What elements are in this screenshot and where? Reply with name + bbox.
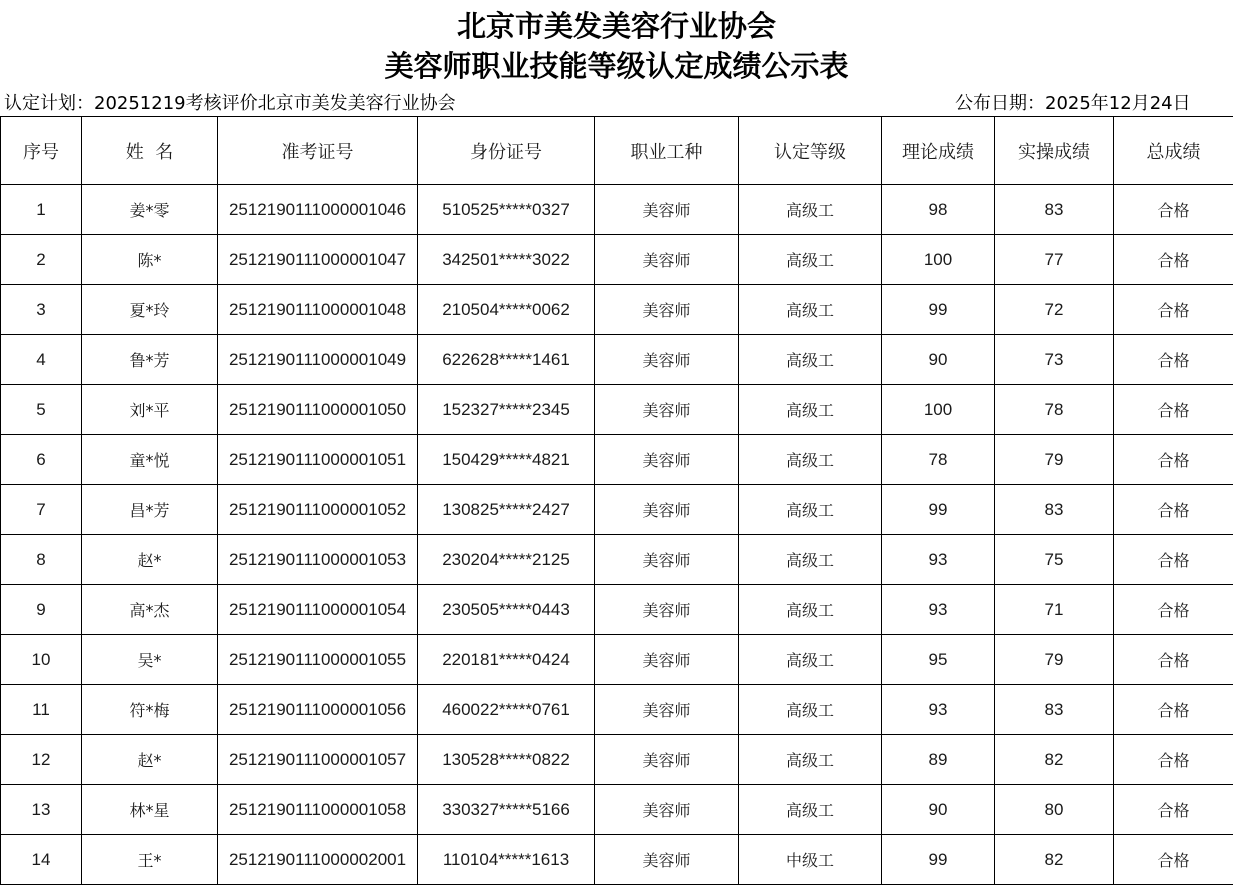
id-number-cell: 460022*****0761 <box>418 685 595 735</box>
practical-score-cell: 71 <box>995 585 1114 635</box>
index-cell: 12 <box>1 735 82 785</box>
theory-score-cell: 93 <box>882 685 995 735</box>
page-subtitle: 美容师职业技能等级认定成绩公示表 <box>384 49 849 83</box>
index-cell: 6 <box>1 435 82 485</box>
id-number-cell: 152327*****2345 <box>418 385 595 435</box>
result-cell: 合格 <box>1114 835 1233 885</box>
header-col-practical-score: 实操成绩 <box>995 117 1114 185</box>
id-number-cell: 130825*****2427 <box>418 485 595 535</box>
id-number-cell: 130528*****0822 <box>418 735 595 785</box>
table-row <box>1 685 1233 735</box>
table-body <box>1 185 1233 885</box>
practical-score-cell: 79 <box>995 635 1114 685</box>
header-col-exam-id: 准考证号 <box>218 117 418 185</box>
occupation-cell: 美容师 <box>595 185 739 235</box>
practical-score-cell: 72 <box>995 285 1114 335</box>
theory-score-cell: 78 <box>882 435 995 485</box>
index-cell: 13 <box>1 785 82 835</box>
practical-score-cell: 77 <box>995 235 1114 285</box>
id-number-cell: 622628*****1461 <box>418 335 595 385</box>
id-number-cell: 510525*****0327 <box>418 185 595 235</box>
index-cell: 7 <box>1 485 82 535</box>
exam-id-cell: 2512190111000001051 <box>218 435 418 485</box>
exam-id-cell: 2512190111000001057 <box>218 735 418 785</box>
table-row <box>1 185 1233 235</box>
occupation-cell: 美容师 <box>595 835 739 885</box>
exam-id-cell: 2512190111000001056 <box>218 685 418 735</box>
occupation-cell: 美容师 <box>595 285 739 335</box>
theory-score-cell: 93 <box>882 585 995 635</box>
result-cell: 合格 <box>1114 685 1233 735</box>
level-cell: 高级工 <box>739 285 882 335</box>
exam-id-cell: 2512190111000001052 <box>218 485 418 535</box>
practical-score-cell: 83 <box>995 685 1114 735</box>
index-cell: 8 <box>1 535 82 585</box>
header-col-theory-score: 理论成绩 <box>882 117 995 185</box>
page-title: 北京市美发美容行业协会 <box>456 9 776 43</box>
name-cell: 吴* <box>82 635 218 685</box>
result-cell: 合格 <box>1114 735 1233 785</box>
id-number-cell: 230204*****2125 <box>418 535 595 585</box>
header-col-name: 姓 名 <box>82 117 218 185</box>
theory-score-cell: 99 <box>882 835 995 885</box>
table-row <box>1 835 1233 885</box>
header-col-id-number: 身份证号 <box>418 117 595 185</box>
level-cell: 高级工 <box>739 485 882 535</box>
index-cell: 5 <box>1 385 82 435</box>
name-cell: 昌*芳 <box>82 485 218 535</box>
table-row <box>1 635 1233 685</box>
name-cell: 赵* <box>82 735 218 785</box>
theory-score-cell: 99 <box>882 485 995 535</box>
theory-score-cell: 99 <box>882 285 995 335</box>
publish-date: 公布日期：2025年12月24日 <box>955 93 1191 114</box>
level-cell: 高级工 <box>739 235 882 285</box>
result-cell: 合格 <box>1114 235 1233 285</box>
certification-plan: 认定计划：20251219考核评价北京市美发美容行业协会 <box>4 93 456 114</box>
level-cell: 高级工 <box>739 585 882 635</box>
theory-score-cell: 89 <box>882 735 995 785</box>
exam-id-cell: 2512190111000001046 <box>218 185 418 235</box>
result-cell: 合格 <box>1114 285 1233 335</box>
practical-score-cell: 75 <box>995 535 1114 585</box>
id-number-cell: 230505*****0443 <box>418 585 595 635</box>
practical-score-cell: 82 <box>995 835 1114 885</box>
exam-id-cell: 2512190111000002001 <box>218 835 418 885</box>
occupation-cell: 美容师 <box>595 735 739 785</box>
practical-score-cell: 73 <box>995 335 1114 385</box>
exam-id-cell: 2512190111000001054 <box>218 585 418 635</box>
id-number-cell: 330327*****5166 <box>418 785 595 835</box>
theory-score-cell: 93 <box>882 535 995 585</box>
exam-id-cell: 2512190111000001055 <box>218 635 418 685</box>
occupation-cell: 美容师 <box>595 635 739 685</box>
occupation-cell: 美容师 <box>595 785 739 835</box>
table-header-row <box>1 117 1233 185</box>
result-cell: 合格 <box>1114 785 1233 835</box>
header-col-level: 认定等级 <box>739 117 882 185</box>
level-cell: 高级工 <box>739 385 882 435</box>
table-row <box>1 335 1233 385</box>
index-cell: 3 <box>1 285 82 335</box>
result-cell: 合格 <box>1114 185 1233 235</box>
header-col-index: 序号 <box>1 117 82 185</box>
level-cell: 高级工 <box>739 535 882 585</box>
id-number-cell: 150429*****4821 <box>418 435 595 485</box>
theory-score-cell: 90 <box>882 785 995 835</box>
table-row <box>1 385 1233 435</box>
occupation-cell: 美容师 <box>595 335 739 385</box>
occupation-cell: 美容师 <box>595 485 739 535</box>
name-cell: 符*梅 <box>82 685 218 735</box>
exam-id-cell: 2512190111000001053 <box>218 535 418 585</box>
id-number-cell: 210504*****0062 <box>418 285 595 335</box>
practical-score-cell: 80 <box>995 785 1114 835</box>
occupation-cell: 美容师 <box>595 585 739 635</box>
level-cell: 高级工 <box>739 335 882 385</box>
level-cell: 高级工 <box>739 735 882 785</box>
name-cell: 姜*零 <box>82 185 218 235</box>
table-row <box>1 235 1233 285</box>
result-cell: 合格 <box>1114 385 1233 435</box>
level-cell: 高级工 <box>739 435 882 485</box>
index-cell: 10 <box>1 635 82 685</box>
name-cell: 夏*玲 <box>82 285 218 335</box>
exam-id-cell: 2512190111000001050 <box>218 385 418 435</box>
occupation-cell: 美容师 <box>595 235 739 285</box>
name-cell: 王* <box>82 835 218 885</box>
theory-score-cell: 100 <box>882 235 995 285</box>
index-cell: 4 <box>1 335 82 385</box>
theory-score-cell: 98 <box>882 185 995 235</box>
name-cell: 林*星 <box>82 785 218 835</box>
result-cell: 合格 <box>1114 435 1233 485</box>
id-number-cell: 220181*****0424 <box>418 635 595 685</box>
name-cell: 刘*平 <box>82 385 218 435</box>
name-cell: 赵* <box>82 535 218 585</box>
exam-id-cell: 2512190111000001049 <box>218 335 418 385</box>
exam-id-cell: 2512190111000001047 <box>218 235 418 285</box>
exam-id-cell: 2512190111000001058 <box>218 785 418 835</box>
occupation-cell: 美容师 <box>595 435 739 485</box>
practical-score-cell: 82 <box>995 735 1114 785</box>
level-cell: 中级工 <box>739 835 882 885</box>
header-col-total-result: 总成绩 <box>1114 117 1233 185</box>
name-cell: 鲁*芳 <box>82 335 218 385</box>
header-col-occupation: 职业工种 <box>595 117 739 185</box>
practical-score-cell: 83 <box>995 185 1114 235</box>
result-cell: 合格 <box>1114 535 1233 585</box>
name-cell: 童*悦 <box>82 435 218 485</box>
table-row <box>1 735 1233 785</box>
table-row <box>1 535 1233 585</box>
id-number-cell: 342501*****3022 <box>418 235 595 285</box>
occupation-cell: 美容师 <box>595 385 739 435</box>
level-cell: 高级工 <box>739 185 882 235</box>
practical-score-cell: 78 <box>995 385 1114 435</box>
level-cell: 高级工 <box>739 635 882 685</box>
table-row <box>1 485 1233 535</box>
table-row <box>1 785 1233 835</box>
index-cell: 1 <box>1 185 82 235</box>
id-number-cell: 110104*****1613 <box>418 835 595 885</box>
index-cell: 2 <box>1 235 82 285</box>
practical-score-cell: 83 <box>995 485 1114 535</box>
result-cell: 合格 <box>1114 485 1233 535</box>
occupation-cell: 美容师 <box>595 535 739 585</box>
index-cell: 11 <box>1 685 82 735</box>
exam-id-cell: 2512190111000001048 <box>218 285 418 335</box>
theory-score-cell: 95 <box>882 635 995 685</box>
result-cell: 合格 <box>1114 335 1233 385</box>
scores-table <box>0 116 1233 885</box>
table-row <box>1 435 1233 485</box>
theory-score-cell: 90 <box>882 335 995 385</box>
name-cell: 高*杰 <box>82 585 218 635</box>
table-row <box>1 585 1233 635</box>
level-cell: 高级工 <box>739 785 882 835</box>
result-cell: 合格 <box>1114 585 1233 635</box>
practical-score-cell: 79 <box>995 435 1114 485</box>
table-row <box>1 285 1233 335</box>
level-cell: 高级工 <box>739 685 882 735</box>
result-cell: 合格 <box>1114 635 1233 685</box>
index-cell: 14 <box>1 835 82 885</box>
index-cell: 9 <box>1 585 82 635</box>
theory-score-cell: 100 <box>882 385 995 435</box>
name-cell: 陈* <box>82 235 218 285</box>
occupation-cell: 美容师 <box>595 685 739 735</box>
